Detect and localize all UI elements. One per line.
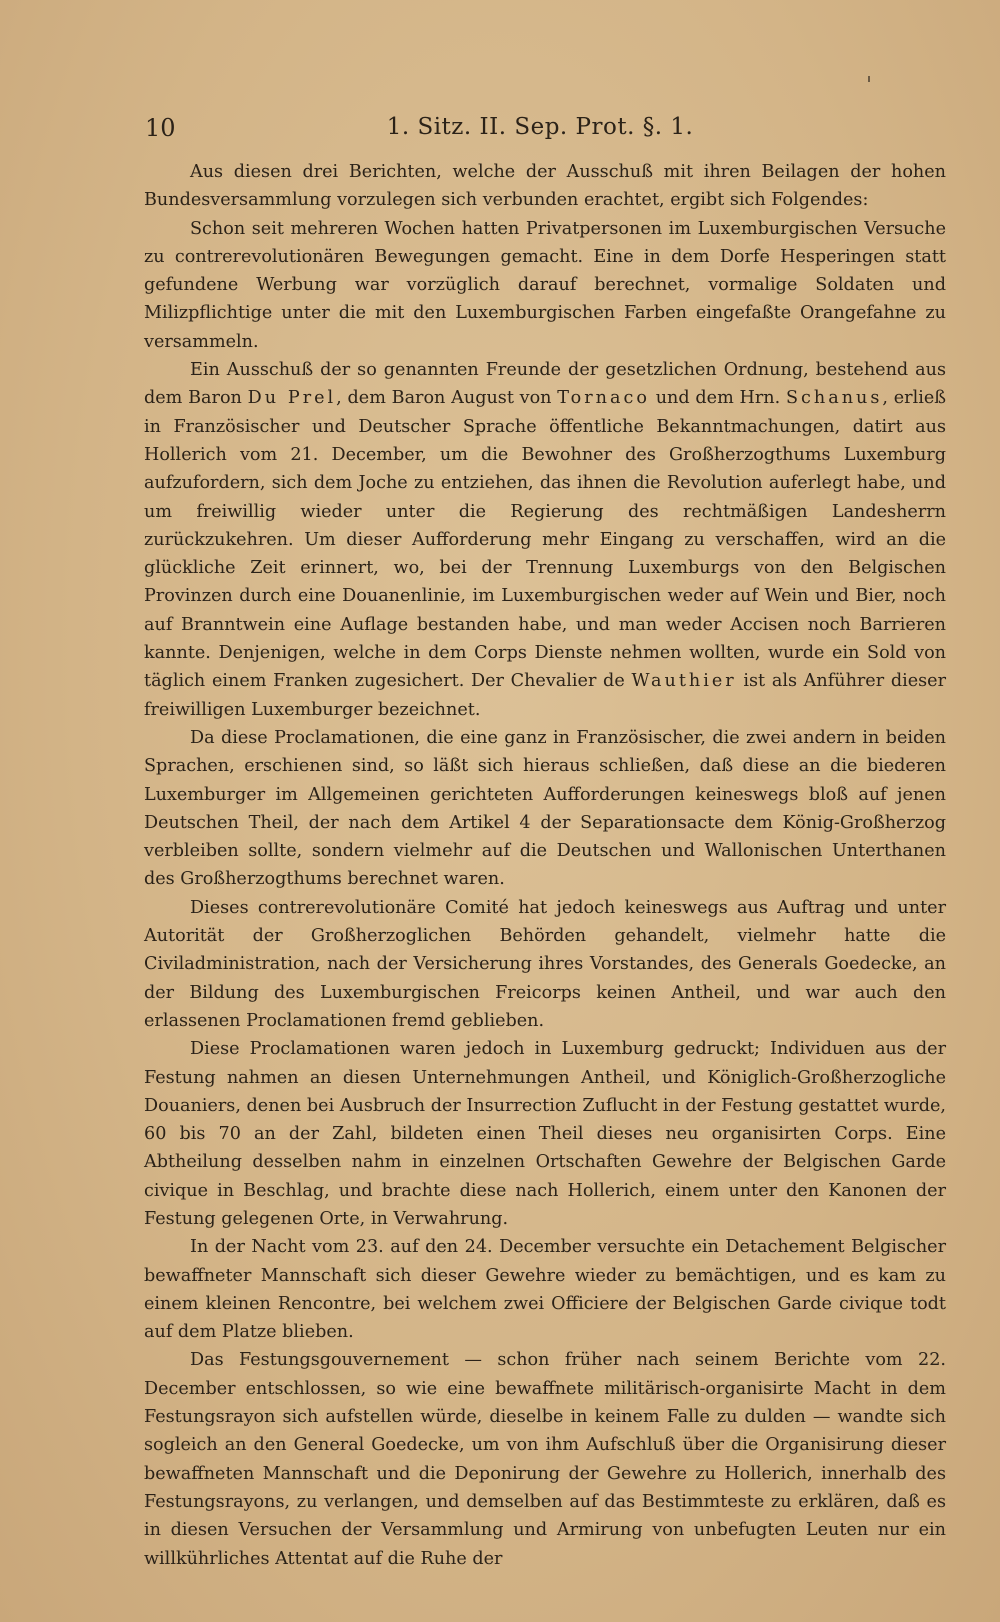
page-header xyxy=(140,110,940,146)
page-number: 10 xyxy=(145,114,176,142)
name-schanus: Schanus xyxy=(785,388,883,409)
paragraph-8: Das Festungsgouvernement — schon früher nach seinem Berichte vom 22. December entschlossen, so wie eine bewaffnete militärisch-organisirte Macht in dem Festungsrayon sich aufstellen würde, dieselbe in keinem Falle zu dulden — wandte sich sogleich an den General Goedecke, um von ihm Aufschluß über die Organisirung dieser bewaffneten Mannschaft und die Deponirung der Gewehre zu Hollerich, innerhalb des Festungsrayons, zu verlangen, und demselben auf das Bestimmteste zu erklären, daß es in diesen Versuchen der Versammlung und Armirung von unbefugten Leuten nur ein willkührliches Attentat auf die Ruhe der xyxy=(144,1350,946,1569)
paragraph-3-part-3: und dem Hrn. xyxy=(649,388,786,409)
paragraph-3-part-1: Ein Ausschuß der so genannten Freunde der gesetzlichen Ordnung, bestehend aus dem Baron xyxy=(144,360,946,409)
paragraph-3-part-4: , erließ in Französischer und Deutscher Sprache öffentliche Bekanntmachungen, datirt aus Hollerich vom 21. December, um die Bewohner des Großherzogthums Luxemburg aufzufordern, sich dem Joche zu entziehen, das ihnen die Revolution auferlegt habe, und um freiwillig wieder unter die Regierung des rechtmäßigen Landesherrn zurückzukehren. Um dieser Aufforderung mehr Eingang zu verschaffen, wird an die glückliche Zeit erinnert, wo, bei der Trennung Luxemburgs von den Belgischen Provinzen durch eine Douanenlinie, im Luxemburgischen weder auf Wein und Bier, noch auf Branntwein eine Auflage bestanden habe, und man weder Accisen noch Barrieren kannte. Denjenigen, welche in dem Corps Dienste nehmen wollten, wurde ein Sold von täglich einem Franken zugesichert. Der Chevalier de xyxy=(144,388,946,692)
paragraph-3-part-2: , dem Baron August von xyxy=(336,388,558,409)
paragraph-2: Schon seit mehreren Wochen hatten Privatpersonen im Luxemburgischen Versuche zu contrerevolutionären Bewegungen gemacht. Eine in dem Dorfe Hesperingen statt gefundene Werbung war vorzüglich darauf berechnet, vormalige Soldaten und Milizpflichtige unter die mit den Luxemburgischen Farben eingefaßte Orangefahne zu versammeln. xyxy=(144,218,946,352)
paragraph-6: Diese Proclamationen waren jedoch in Luxemburg gedruckt; Individuen aus der Festung nahmen an diesen Unternehmungen Antheil, und Königlich-Großherzogliche Douaniers, denen bei Ausbruch der Insurrection Zuflucht in der Festung gestattet wurde, 60 bis 70 an der Zahl, bildeten einen Theil dieses neu organisirten Corps. Eine Abtheilung desselben nahm in einzelnen Ortschaften Gewehre der Belgischen Garde civique in Beschlag, und brachte diese nach Hollerich, einem unter den Kanonen der Festung gelegenen Orte, in Verwahrung. xyxy=(144,1039,946,1229)
paragraph-1: Aus diesen drei Berichten, welche der Ausschuß mit ihren Beilagen der hohen Bundesversammlung vorzulegen sich verbunden erachtet, ergibt sich Folgendes: xyxy=(144,162,946,211)
name-du-prel: Du Prel xyxy=(247,388,337,409)
ink-speck xyxy=(868,76,870,82)
paragraph-3-part-5: ist als Anführer dieser freiwilligen Luxemburger bezeichnet. xyxy=(144,671,946,720)
paragraph-3 xyxy=(144,356,946,724)
body-text xyxy=(144,158,946,1573)
name-wauthier: Wauthier xyxy=(631,671,737,692)
name-tornaco: Tornaco xyxy=(557,388,650,409)
paragraph-7: In der Nacht vom 23. auf den 24. December versuchte ein Detachement Belgischer bewaffneter Mannschaft sich dieser Gewehre wieder zu bemächtigen, und es kam zu einem kleinen Rencontre, bei welchem zwei Officiere der Belgischen Garde civique todt auf dem Platze blieben. xyxy=(144,1237,946,1343)
running-title: 1. Sitz. II. Sep. Prot. §. 1. xyxy=(386,114,694,140)
paragraph-4: Da diese Proclamationen, die eine ganz in Französischer, die zwei andern in beiden Sprachen, erschienen sind, so läßt sich hieraus schließen, daß diese an die biederen Luxemburger im Allgemeinen gerichteten Aufforderungen keineswegs bloß auf jenen Deutschen Theil, der nach dem Artikel 4 der Separationsacte dem König-Großherzog verbleiben sollte, sondern vielmehr auf die Deutschen und Wallonischen Unterthanen des Großherzogthums berechnet waren. xyxy=(144,727,946,890)
paragraph-5: Dieses contrerevolutionäre Comité hat jedoch keineswegs aus Auftrag und unter Autorität der Großherzoglichen Behörden gehandelt, vielmehr hatte die Civiladministration, nach der Versicherung ihres Vorstandes, des Generals Goedecke, an der Bildung des Luxemburgischen Freicorps keinen Antheil, und war auch den erlassenen Proclamationen fremd geblieben. xyxy=(144,897,946,1031)
